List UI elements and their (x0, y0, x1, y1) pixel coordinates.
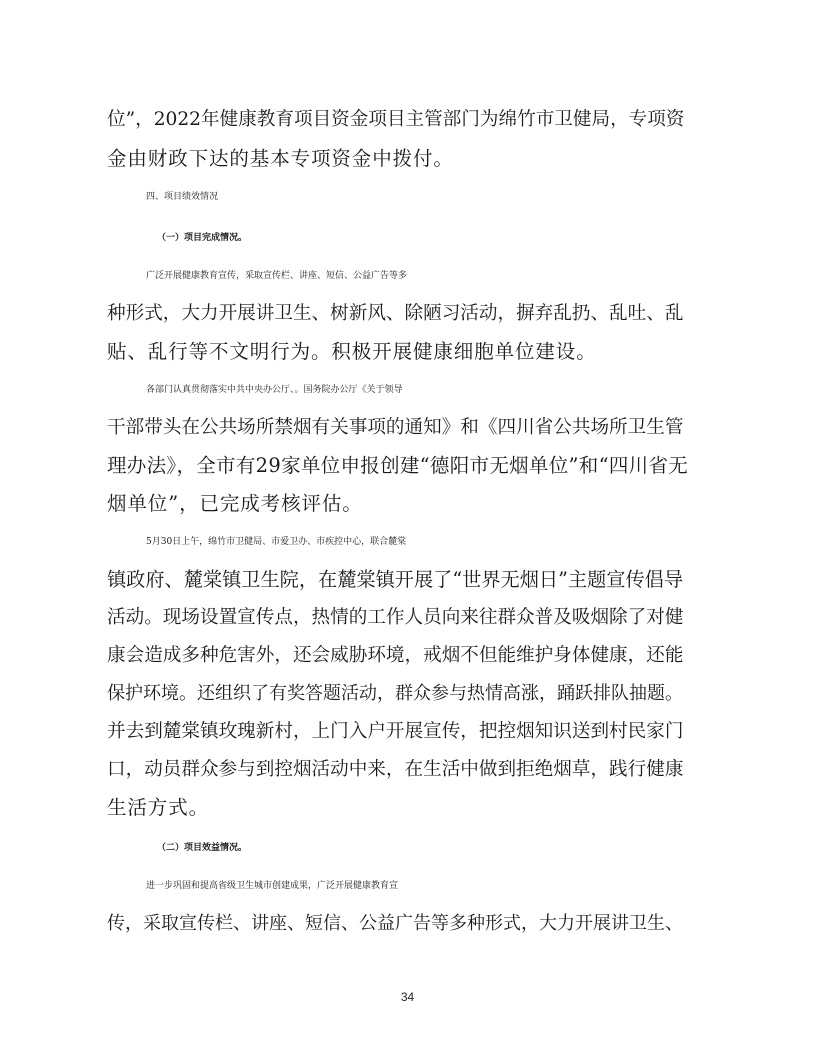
paragraph-line: 各部门认真贯彻落实中共中央办公厅、。国务院办公厅《关于领导 (146, 385, 403, 395)
paragraph-line: 保护环境。还组织了有奖答题活动，群众参与热情高涨，踊跃排队抽题。 (107, 683, 683, 704)
section-heading: 四、项目绩效情况 (146, 192, 219, 202)
paragraph-line: 理办法》，全市有29家单位申报创建“德阳市无烟单位”和“四川省无 (107, 454, 689, 477)
paragraph-line: 生活方式。 (107, 796, 210, 819)
paragraph-line: 传，采取宣传栏、讲座、短信、公益广告等多种形式，大力开展讲卫生、 (107, 913, 683, 934)
paragraph-line: 贴、乱行等不文明行为。积极开展健康细胞单位建设。 (107, 340, 597, 363)
paragraph-line: 干部带头在公共场所禁烟有关事项的通知》和《四川省公共场所卫生管 (107, 417, 684, 438)
paragraph-line: 烟单位”，已完成考核评估。 (107, 492, 363, 515)
body-line: 位”，2022年健康教育项目资金项目主管部门为绵竹市卫健局，专项资 (107, 109, 685, 130)
subsection-heading: （一）项目完成情况。 (157, 233, 248, 243)
paragraph-line: 广泛开展健康教育宣传，采取宣传栏、讲座、短信、公益广告等多 (146, 271, 408, 281)
paragraph-line: 活动。现场设置宣传点，热情的工作人员向来往群众普及吸烟除了对健 (107, 607, 684, 628)
page-number: 34 (400, 990, 415, 1004)
paragraph-line: 种形式，大力开展讲卫生、树新风、除陋习活动，摒弃乱扔、乱吐、乱 (107, 303, 684, 324)
paragraph-line: 康会造成多种危害外，还会威胁环境，戒烟不但能维护身体健康，还能 (107, 645, 684, 666)
paragraph-line: 5月30日上午，绵竹市卫健局、市爱卫办、市疾控中心，联合麓棠 (146, 537, 407, 547)
body-line: 金由财政下达的基本专项资金中拨付。 (107, 147, 454, 170)
paragraph-line: 并去到麓棠镇玫瑰新村，上门入户开展宣传，把控烟知识送到村民家门 (107, 721, 684, 742)
paragraph-line: 口，动员群众参与到控烟活动中来，在生活中做到拒绝烟草，践行健康 (107, 759, 684, 780)
paragraph-line: 进一步巩固和提高省级卫生城市创建成果，广泛开展健康教育宣 (146, 881, 399, 891)
paragraph-line: 镇政府、麓棠镇卫生院，在麓棠镇开展了“世界无烟日”主题宣传倡导 (107, 568, 684, 591)
subsection-heading: （二）项目效益情况。 (157, 843, 248, 853)
